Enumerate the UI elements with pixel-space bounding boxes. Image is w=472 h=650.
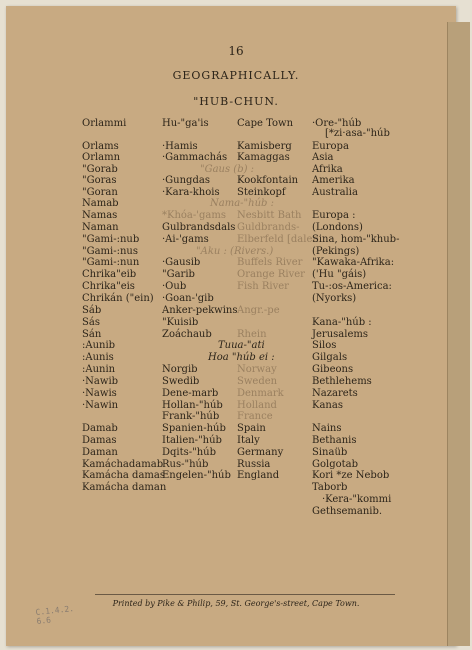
table-cell-c1: ·Nawib — [82, 376, 119, 387]
table-cell-c1: "Gami-:nub — [82, 234, 140, 245]
table-cell-c1: "Goran — [82, 187, 118, 198]
pencil-line-2: 6.6 — [36, 615, 52, 626]
table-cell-c2: ·Goan-'gib — [162, 293, 214, 304]
table-cell-c1: Kamácha daman — [82, 482, 167, 493]
table-cell-c1: ·Nawin — [82, 400, 119, 411]
table-cell-c1: Chrikán ("ein) — [82, 293, 154, 304]
table-cell-c1: Orlams — [82, 141, 119, 152]
table-cell-c2: Spanien-húb — [162, 423, 226, 434]
table-cell-c1: Chrika"eis — [82, 281, 135, 292]
header-col4-line2: [*zi·asa-"húb — [325, 128, 390, 139]
page-number: 16 — [228, 44, 244, 58]
table-cell-c3: Kamisberg — [237, 141, 292, 152]
table-cell-c1: ·Nawis — [82, 388, 117, 399]
table-cell-c3: Germany — [237, 447, 284, 458]
table-cell-c3: Nesbitt Bath — [237, 210, 302, 221]
table-cell-c4: Bethlehems — [312, 376, 372, 387]
table-cell-c4: Sinaüb — [312, 447, 348, 458]
table-cell-c1: Sán — [82, 329, 102, 340]
header-col3: Cape Town — [237, 118, 294, 129]
table-cell-c1: Damas — [82, 435, 117, 446]
table-cell-c1: Namab — [82, 198, 119, 209]
table-cell-c4: Silos — [312, 340, 337, 351]
table-cell-c1: Daman — [82, 447, 118, 458]
table-cell-c2: Zoáchaub — [162, 329, 212, 340]
page-title: GEOGRAPHICALLY. — [172, 69, 300, 82]
table-cell-c3: Elberfeld [dalen — [237, 234, 319, 245]
table-cell-c3: Guldbrands- — [237, 222, 300, 233]
header-col1: Orlammi — [82, 118, 127, 129]
table-cell-c3: Steinkopf — [237, 187, 286, 198]
table-cell-c2: "Garib — [162, 269, 195, 280]
table-cell-c3: Russia — [237, 459, 271, 470]
section-header-hoa: Hoa "húb ei : — [208, 352, 275, 363]
table-cell-c3: Buffels River — [237, 257, 303, 268]
table-cell-c4: ·Kera-"kommi — [322, 494, 392, 505]
table-cell-c4: ('Hu "gáis) — [312, 269, 367, 280]
table-cell-c2: ·Hamis — [162, 141, 198, 152]
table-cell-c2: ·Oub — [162, 281, 187, 292]
table-cell-c4: Golgotab — [312, 459, 359, 470]
table-cell-c3: Fish River — [237, 281, 289, 292]
section-header-gaus: "Gaus (b) : — [200, 164, 255, 175]
footer-rule — [95, 594, 395, 595]
table-cell-c4: (Pekings) — [312, 246, 360, 257]
table-cell-c2: Hollan-"húb — [162, 400, 223, 411]
table-cell-c3: Kamaggas — [237, 152, 290, 163]
header-col2: Hu-"ga'is — [162, 118, 209, 129]
table-cell-c1: Sáb — [82, 305, 102, 316]
table-cell-c3: Spain — [237, 423, 266, 434]
table-cell-c3: Denmark — [237, 388, 284, 399]
table-cell-c1: "Gami-:nus — [82, 246, 138, 257]
table-cell-c2: ·Kara-khois — [162, 187, 220, 198]
section-header-tuua: Tuua-"ati — [218, 340, 265, 351]
table-cell-c3: Kookfontain — [237, 175, 299, 186]
table-cell-c3: Sweden — [237, 376, 278, 387]
table-cell-c2: Dqits-"húb — [162, 447, 217, 458]
table-cell-c1: Naman — [82, 222, 119, 233]
table-cell-c1: Namas — [82, 210, 118, 221]
section-header-nama: Nama-"húb : — [210, 198, 274, 209]
table-cell-c3: Italy — [237, 435, 260, 446]
table-cell-c4: Asia — [312, 152, 334, 163]
table-cell-c4: "Kawaka-Afrika: — [312, 257, 395, 268]
table-cell-c3: Holland — [237, 400, 277, 411]
table-cell-c3: England — [237, 470, 280, 481]
table-cell-c4: Jerusalems — [312, 329, 368, 340]
table-cell-c2: Norgib — [162, 364, 198, 375]
table-cell-c2: "Kuisib — [162, 317, 199, 328]
table-cell-c1: :Aunis — [82, 352, 114, 363]
table-cell-c4: Amerika — [312, 175, 355, 186]
table-cell-c1: "Gami-:nun — [82, 257, 140, 268]
table-cell-c4: Kori *ze Nebob — [312, 470, 390, 481]
table-cell-c2: ·Gausib — [162, 257, 201, 268]
table-cell-c1: :Aunib — [82, 340, 116, 351]
table-cell-c2: Anker-pekwins — [162, 305, 238, 316]
table-cell-c4: Gilgals — [312, 352, 348, 363]
table-cell-c1: Chrika"eib — [82, 269, 137, 280]
table-cell-c2: Dene-marb — [162, 388, 219, 399]
table-cell-c2: *Khóa-'gams — [162, 210, 226, 221]
book-spine — [447, 22, 470, 646]
table-cell-c1: "Gorab — [82, 164, 118, 175]
header-col4-line1: ·Ore-"húb — [312, 118, 362, 129]
table-cell-c3: France — [237, 411, 273, 422]
table-cell-c1: :Aunin — [82, 364, 116, 375]
table-cell-c2: Swedib — [162, 376, 200, 387]
table-cell-c2: Engelen-"húb — [162, 470, 231, 481]
table-cell-c2: Rus-"húb — [162, 459, 209, 470]
table-cell-c1: Damab — [82, 423, 118, 434]
table-cell-c4: Europa — [312, 141, 349, 152]
table-cell-c2: Italien-"húb — [162, 435, 222, 446]
table-cell-c1: Kamácha damas — [82, 470, 165, 481]
table-cell-c1: Kamáchadamab — [82, 459, 164, 470]
table-cell-c3: Norway — [237, 364, 277, 375]
table-cell-c4: Kana-"húb : — [312, 317, 372, 328]
table-cell-c4: (Nyorks) — [312, 293, 357, 304]
table-cell-c2: ·Ai-'gams — [162, 234, 209, 245]
table-cell-c3: Angr.-pe — [237, 305, 280, 316]
pencil-line-1: C.1.4.2. — [35, 604, 75, 618]
table-cell-c4: (Londons) — [312, 222, 363, 233]
table-cell-c4: Tu-:os-America: — [312, 281, 392, 292]
table-cell-c4: Nazarets — [312, 388, 358, 399]
table-cell-c1: "Goras — [82, 175, 117, 186]
table-cell-c3: Rhein — [237, 329, 267, 340]
table-cell-c4: Sina, hom-"khub- — [312, 234, 400, 245]
table-cell-c2: ·Gungdas — [162, 175, 210, 186]
table-cell-c2: Frank-"húb — [162, 411, 220, 422]
table-cell-c4: Afrika — [312, 164, 343, 175]
table-cell-c4: Australia — [312, 187, 358, 198]
section-header-aku: "Aku : (Rivers.) — [196, 246, 274, 257]
table-cell-c4: Kanas — [312, 400, 343, 411]
table-cell-c4: Europa : — [312, 210, 356, 221]
table-cell-c4: Taborb — [312, 482, 348, 493]
table-cell-c4: Gibeons — [312, 364, 354, 375]
table-cell-c1: Orlamn — [82, 152, 121, 163]
table-cell-c2: Gulbrandsdals — [162, 222, 236, 233]
table-cell-c4: Gethsemanib. — [312, 506, 383, 517]
table-cell-c2: ·Gammachás — [162, 152, 228, 163]
table-cell-c1: Sás — [82, 317, 100, 328]
printer-imprint: Printed by Pike & Philip, 59, St. George's-street, Cape Town. — [112, 599, 360, 608]
table-cell-c4: Nains — [312, 423, 342, 434]
table-cell-c4: Bethanis — [312, 435, 357, 446]
table-cell-c3: Orange River — [237, 269, 305, 280]
page-subtitle: "HUB-CHUN. — [193, 95, 279, 108]
